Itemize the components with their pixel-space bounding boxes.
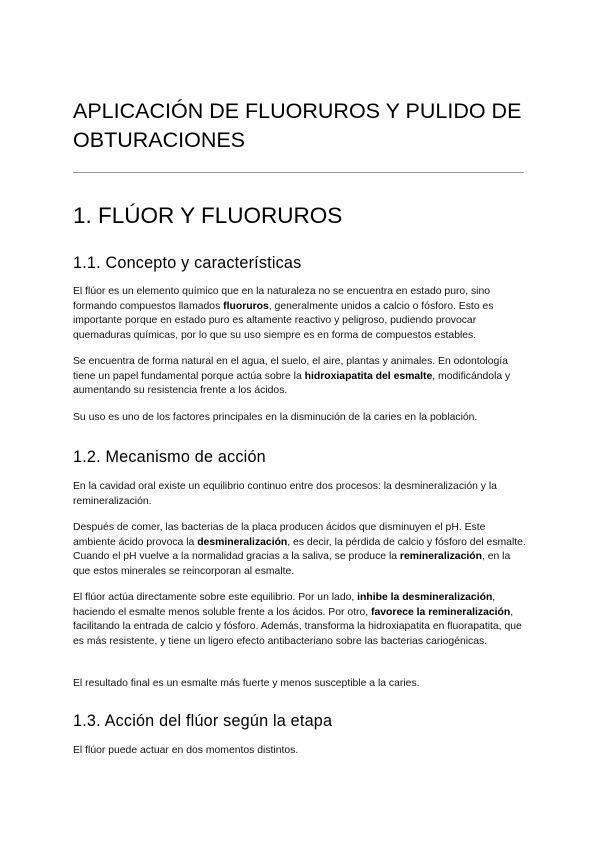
paragraph-mecanismo-2: Después de comer, las bacterias de la placa producen ácidos que disminuyen el pH. Este ambiente ácido provoca la desmineralización, es decir, la pérdida de calcio y fósforo del esmalte. Cuando el pH vuelve a la normalidad gracias a la saliva, se produce la remineralización, en la que estos minerales se reincorporan al esmalte. [73,522,526,578]
subsection-heading-mecanismo: 1.2. Mecanismo de acción [73,448,266,466]
subsection-heading-concepto: 1.1. Concepto y características [73,254,302,272]
paragraph-concepto-3: Su uso es uno de los factores principales en la disminución de la caries en la población. [73,412,478,423]
paragraph-mecanismo-3: El flúor actúa directamente sobre este equilibrio. Por un lado, inhibe la desmineralización, haciendo el esmalte menos soluble frente a los ácidos. Por otro, favorece la remineralización, facilitando la entrada de calcio y fósforo. Además, transforma la hidroxiapatita en fluorapatita, que es más resistente, y tiene un ligero efecto antibacteriano sobre las bacterias cariogénicas. [73,592,522,648]
document-title: APLICACIÓN DE FLUORUROS Y PULIDO DE OBTURACIONES [73,99,522,152]
paragraph-mecanismo-1: En la cavidad oral existe un equilibrio continuo entre dos procesos: la desmineralización y la remineralización. [73,481,497,507]
section-heading-fluor: 1. FLÚOR Y FLUORUROS [73,203,343,228]
paragraph-mecanismo-4: El resultado final es un esmalte más fuerte y menos susceptible a la caries. [73,678,420,689]
paragraph-concepto-2: Se encuentra de forma natural en el agua, el suelo, el aire, plantas y animales. En odontología tiene un papel fundamental porque actúa sobre la hidroxiapatita del esmalte, modificándola y aumentando su resistencia frente a los ácidos. [73,356,511,397]
title-divider [73,172,524,173]
paragraph-accion-1: El flúor puede actuar en dos momentos distintos. [73,745,299,756]
subsection-heading-accion: 1.3. Acción del flúor según la etapa [73,712,333,730]
paragraph-concepto-1: El flúor es un elemento químico que en la naturaleza no se encuentra en estado puro, sino formando compuestos llamados fluoruros, generalmente unidos a calcio o fósforo. Esto es importante porque en estado puro es altamente reactivo y peligroso, pudiendo provocar quemaduras químicas, por lo que su uso siempre es en forma de compuestos estables. [73,286,494,342]
